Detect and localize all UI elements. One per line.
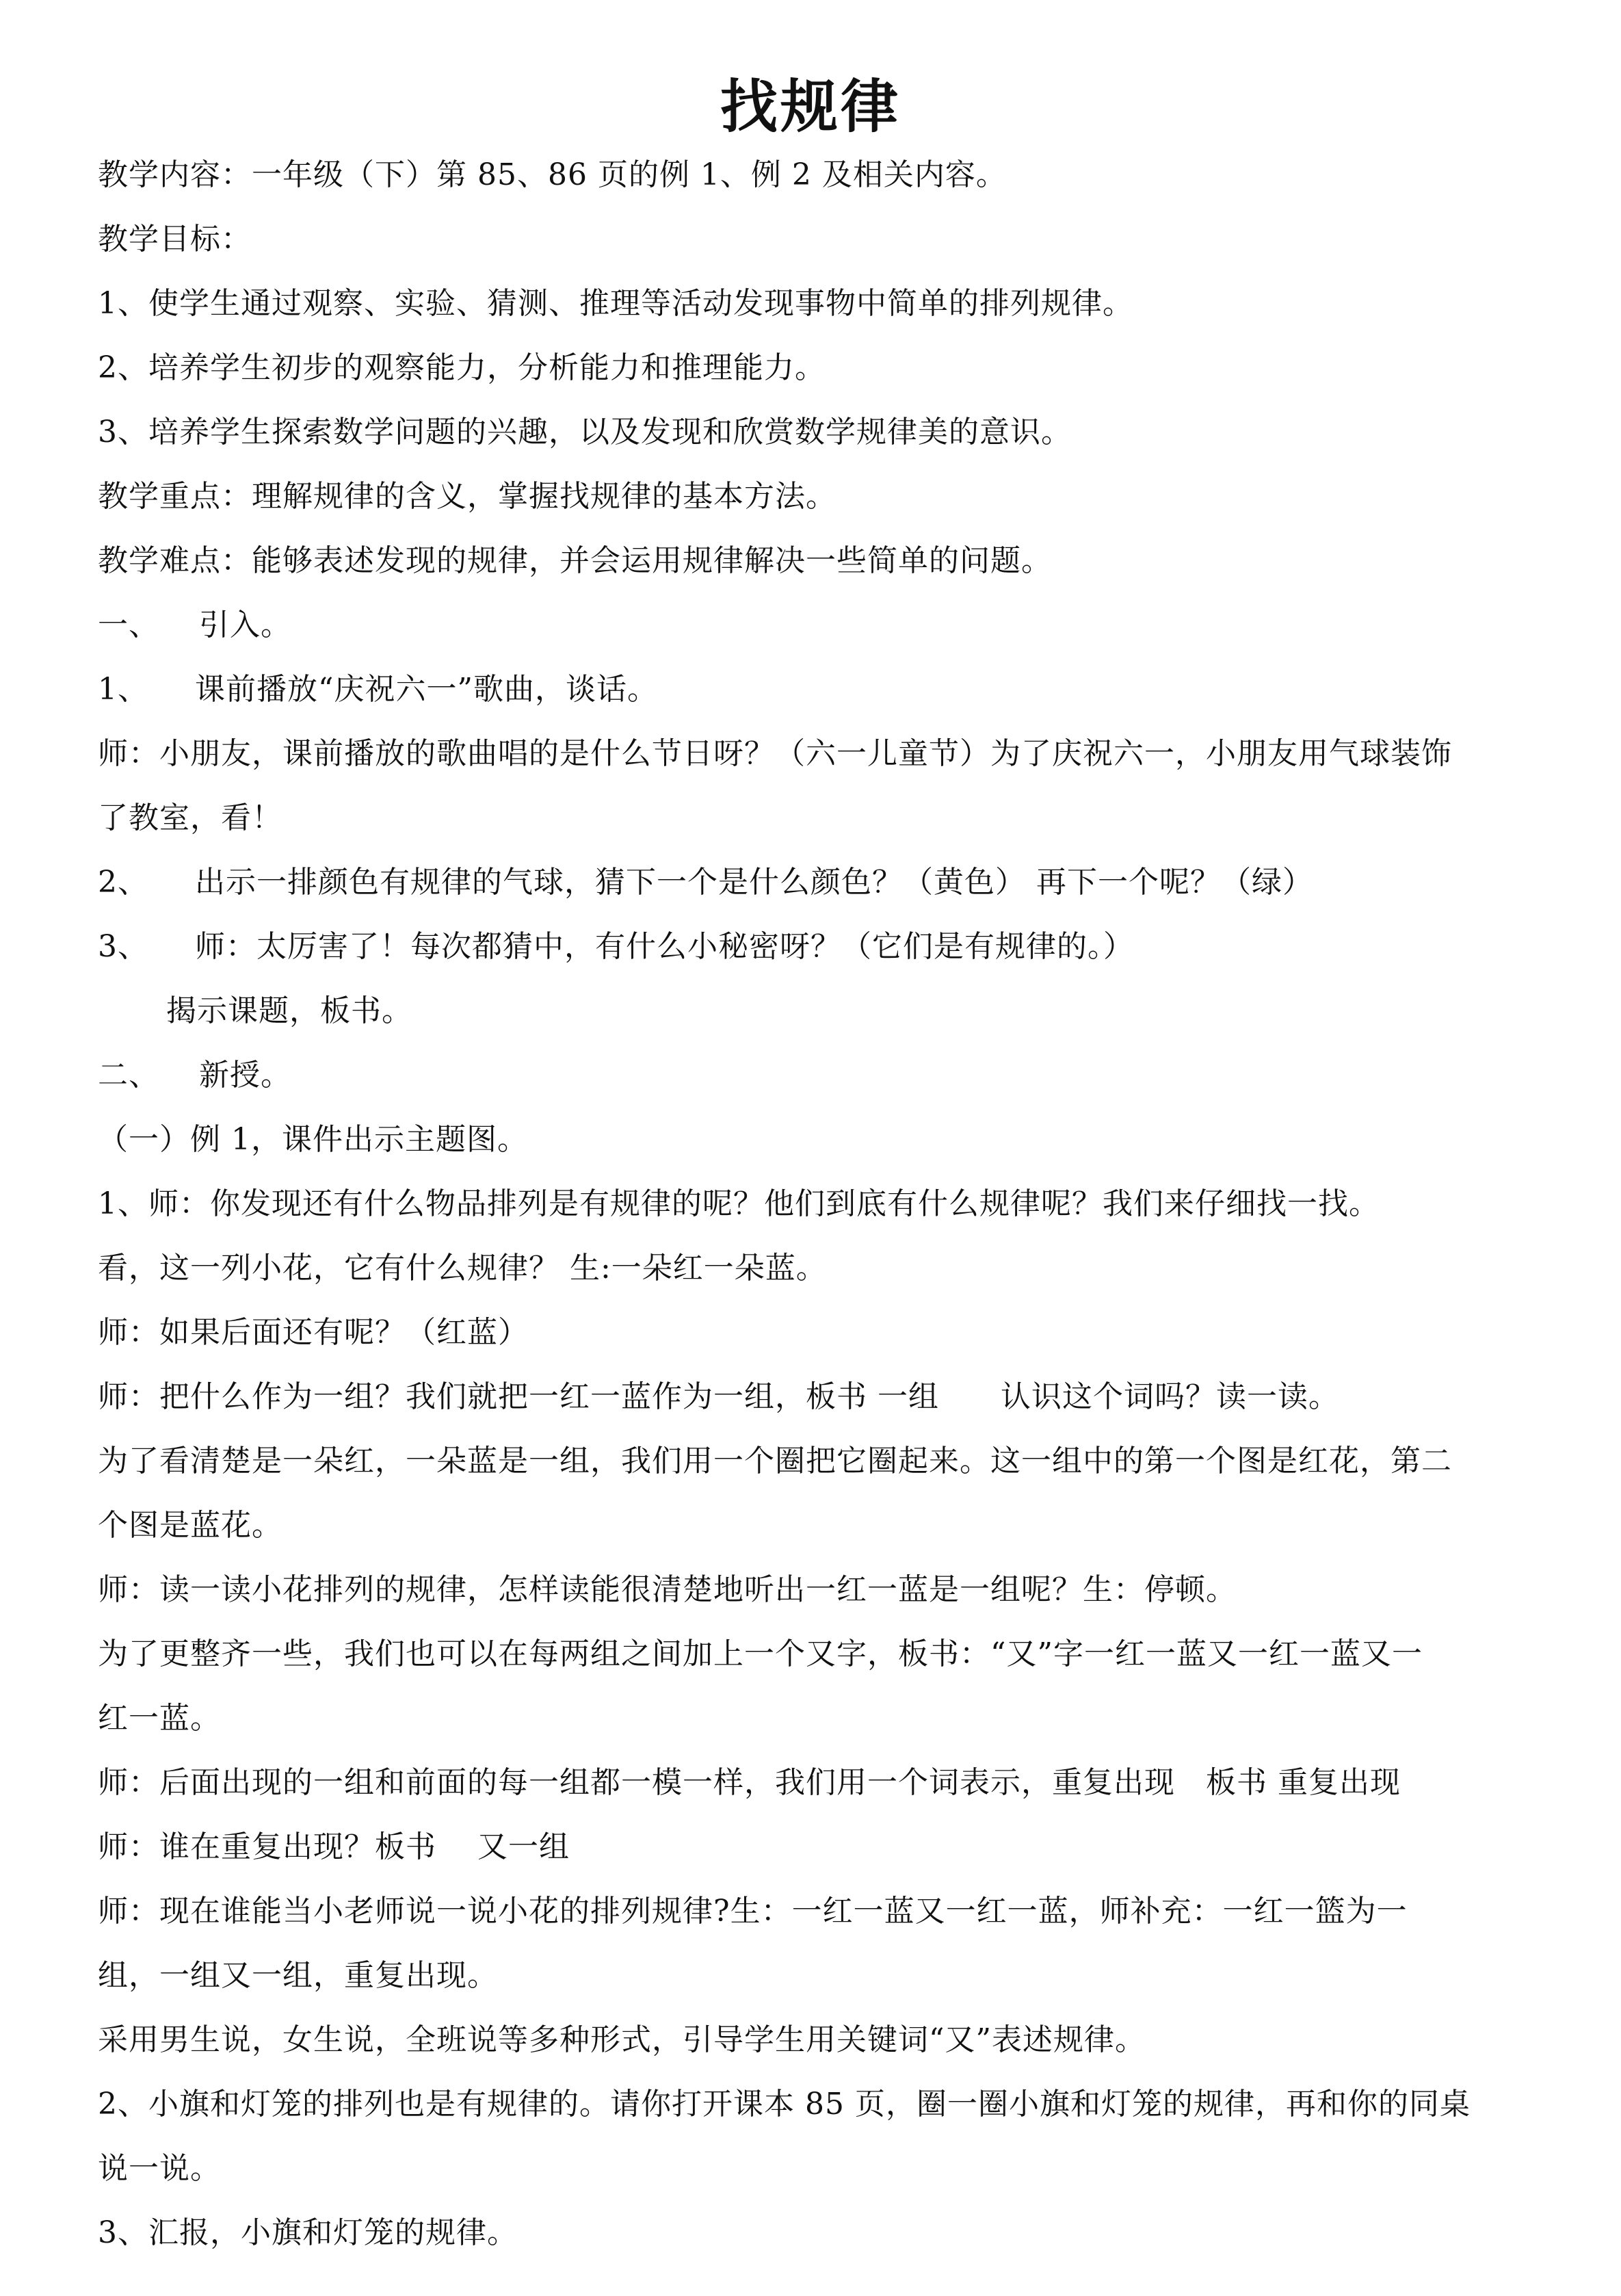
paragraph-line: 师：小朋友，课前播放的歌曲唱的是什么节日呀？（六一儿童节）为了庆祝六一，小朋友用气球装饰 [98,736,1452,771]
intro-step-3 [98,926,1541,967]
paragraph-line: 师：后面出现的一组和前面的每一组都一模一样，我们用一个词表示，重复出现 板书 重复出现 [98,1765,1401,1800]
step-text: 课前播放“庆祝六一”歌曲，谈话。 [195,672,658,707]
teaching-key-point: 教学重点：理解规律的含义，掌握找规律的基本方法。 [98,479,836,514]
section-heading-new [98,1055,1541,1096]
intro-step-2 [98,862,1541,903]
page-title: 找规律 [720,73,901,140]
section-number: 一、 [98,608,159,642]
paragraph-line: 红一蓝。 [98,1701,221,1736]
paragraph-line: 个图是蓝花。 [98,1508,282,1543]
paragraph-line: 师：如果后面还有呢？（红蓝） [98,1315,529,1350]
step-number: 2、 [98,865,148,900]
intro-step-1 [98,669,1541,710]
paragraph-line: 组，一组又一组，重复出现。 [98,1958,498,1993]
paragraph-line: 师：把什么作为一组？我们就把一红一蓝作为一组，板书 一组 认识这个词吗？读一读。 [98,1379,1339,1414]
paragraph-line: 采用男生说，女生说，全班说等多种形式，引导学生用关键词“又”表述规律。 [98,2022,1146,2057]
section-number: 二、 [98,1058,159,1093]
paragraph-line: 师：读一读小花排列的规律，怎样读能很清楚地听出一红一蓝是一组呢？生：停顿。 [98,1572,1237,1607]
step-number: 3、 [98,929,148,964]
paragraph-line: 师：谁在重复出现？板书 又一组 [98,1829,570,1864]
teaching-goals-heading: 教学目标： [98,222,252,257]
paragraph-line: 2、小旗和灯笼的排列也是有规律的。请你打开课本 85 页，圈一圈小旗和灯笼的规律，再和你的同桌 [98,2087,1471,2122]
goal-item-2: 2、培养学生初步的观察能力，分析能力和推理能力。 [98,350,826,385]
paragraph-line: 师：现在谁能当小老师说一说小花的排列规律?生：一红一蓝又一红一蓝，师补充：一红一篮为一 [98,1894,1408,1929]
reveal-topic: 揭示课题，板书。 [166,993,412,1028]
goal-item-1: 1、使学生通过观察、实验、猜测、推理等活动发现事物中简单的排列规律。 [98,286,1133,321]
section-title: 新授。 [199,1058,291,1093]
teaching-content: 教学内容：一年级（下）第 85、86 页的例 1、例 2 及相关内容。 [98,157,1007,192]
paragraph-line: 1、师：你发现还有什么物品排列是有规律的呢？他们到底有什么规律呢？我们来仔细找一找。 [98,1186,1380,1221]
paragraph-line: 为了看清楚是一朵红，一朵蓝是一组，我们用一个圈把它圈起来。这一组中的第一个图是红花，第二 [98,1444,1452,1478]
paragraph-line: 看，这一列小花，它有什么规律？ 生:一朵红一朵蓝。 [98,1251,827,1286]
paragraph-line: 了教室，看！ [98,800,282,835]
step-text: 出示一排颜色有规律的气球，猜下一个是什么颜色？（黄色） 再下一个呢？（绿） [195,865,1313,900]
subsection-example-1: （一）例 1，课件出示主题图。 [98,1122,528,1157]
paragraph-line: 说一说。 [98,2151,221,2186]
step-text: 师：太厉害了！每次都猜中，有什么小秘密呀？（它们是有规律的。） [195,929,1134,964]
section-heading-intro [98,605,1541,646]
paragraph-line: 为了更整齐一些，我们也可以在每两组之间加上一个又字，板书：“又”字一红一蓝又一红一蓝又一 [98,1636,1423,1671]
goal-item-3: 3、培养学生探索数学问题的兴趣，以及发现和欣赏数学规律美的意识。 [98,415,1072,449]
step-number: 1、 [98,672,148,707]
section-title: 引入。 [199,608,291,642]
teaching-difficulty: 教学难点：能够表述发现的规律，并会运用规律解决一些简单的问题。 [98,543,1052,578]
paragraph-line: 3、汇报，小旗和灯笼的规律。 [98,2215,518,2250]
